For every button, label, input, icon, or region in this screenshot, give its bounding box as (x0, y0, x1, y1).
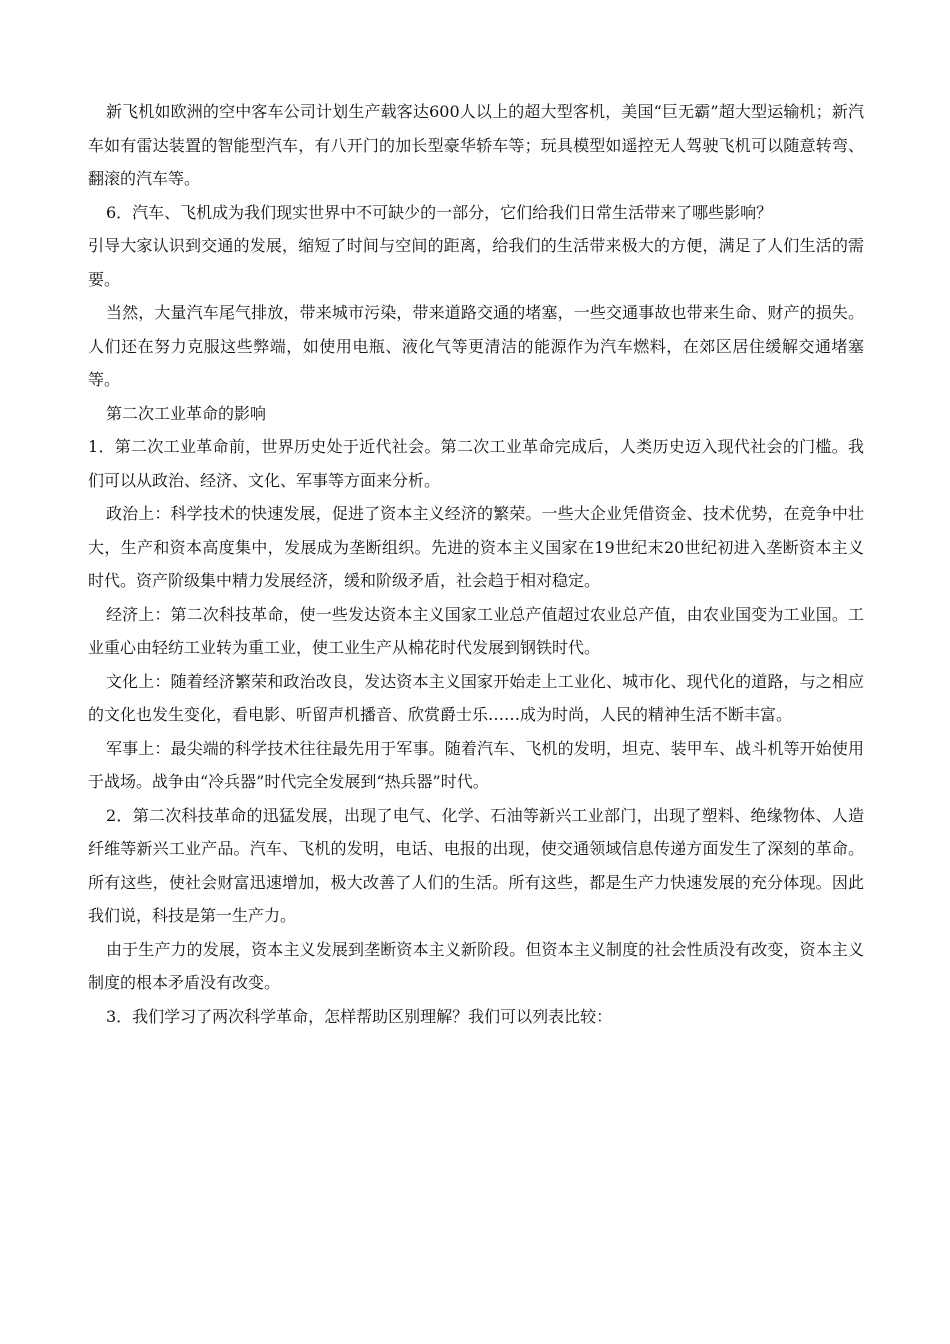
question-6: 6．汽车、飞机成为我们现实世界中不可缺少的一部分，它们给我们日常生活带来了哪些影响？ (106, 202, 773, 222)
paragraph-politics: 政治上：科学技术的快速发展，促进了资本主义经济的繁荣。一些大企业凭借资金、技术优势，在竞争中壮大，生产和资本高度集中，发展成为垄断组织。先进的资本主义国家在19世纪末20世纪初进入垄断资本主义时代。资产阶级集中精力发展经济，缓和阶级矛盾，社会趋于相对稳定。 (88, 504, 864, 590)
point-2: 2．第二次科技革命的迅猛发展，出现了电气、化学、石油等新兴工业部门，出现了塑料、绝缘物体、人造纤维等新兴工业产品。汽车、飞机的发明，电话、电报的出现，使交通领域信息传递方面发生了深刻的革命。所有这些，使社会财富迅速增加，极大改善了人们的生活。所有这些，都是生产力快速发展的充分体现。因此我们说，科技是第一生产力。 (88, 805, 864, 925)
section-heading-impact: 第二次工业革命的影响 (106, 403, 267, 423)
paragraph-new-aircraft: 新飞机如欧洲的空中客车公司计划生产载客达600人以上的超大型客机，美国“巨无霸”超大型运输机；新汽车如有雷达装置的智能型汽车，有八开门的加长型豪华轿车等；玩具模型如遥控无人驾驶飞机可以随意转弯、翻滚的汽车等。 (88, 102, 864, 188)
paragraph-transport-benefits: 引导大家认识到交通的发展，缩短了时间与空间的距离，给我们的生活带来极大的方便，满足了人们生活的需要。 (88, 236, 864, 289)
document-page (88, 95, 864, 1033)
point-1: 1．第二次工业革命前，世界历史处于近代社会。第二次工业革命完成后，人类历史迈入现代社会的门槛。我们可以从政治、经济、文化、军事等方面来分析。 (88, 437, 864, 490)
paragraph-culture: 文化上：随着经济繁荣和政治改良，发达资本主义国家开始走上工业化、城市化、现代化的道路，与之相应的文化也发生变化，看电影、听留声机播音、欣赏爵士乐……成为时尚，人民的精神生活不断丰富。 (88, 671, 864, 724)
point-3: 3．我们学习了两次科学革命，怎样帮助区别理解？我们可以列表比较： (106, 1006, 613, 1026)
paragraph-economy: 经济上：第二次科技革命，使一些发达资本主义国家工业总产值超过农业总产值，由农业国变为工业国。工业重心由轻纺工业转为重工业，使工业生产从棉花时代发展到钢铁时代。 (88, 604, 864, 657)
paragraph-productivity: 由于生产力的发展，资本主义发展到垄断资本主义新阶段。但资本主义制度的社会性质没有改变，资本主义制度的根本矛盾没有改变。 (88, 939, 864, 992)
paragraph-transport-drawbacks: 当然，大量汽车尾气排放，带来城市污染，带来道路交通的堵塞，一些交通事故也带来生命、财产的损失。人们还在努力克服这些弊端，如使用电瓶、液化气等更清洁的能源作为汽车燃料，在郊区居住缓解交通堵塞等。 (88, 303, 864, 389)
paragraph-military: 军事上：最尖端的科学技术往往最先用于军事。随着汽车、飞机的发明，坦克、装甲车、战斗机等开始使用于战场。战争由“冷兵器”时代完全发展到“热兵器”时代。 (88, 738, 864, 791)
